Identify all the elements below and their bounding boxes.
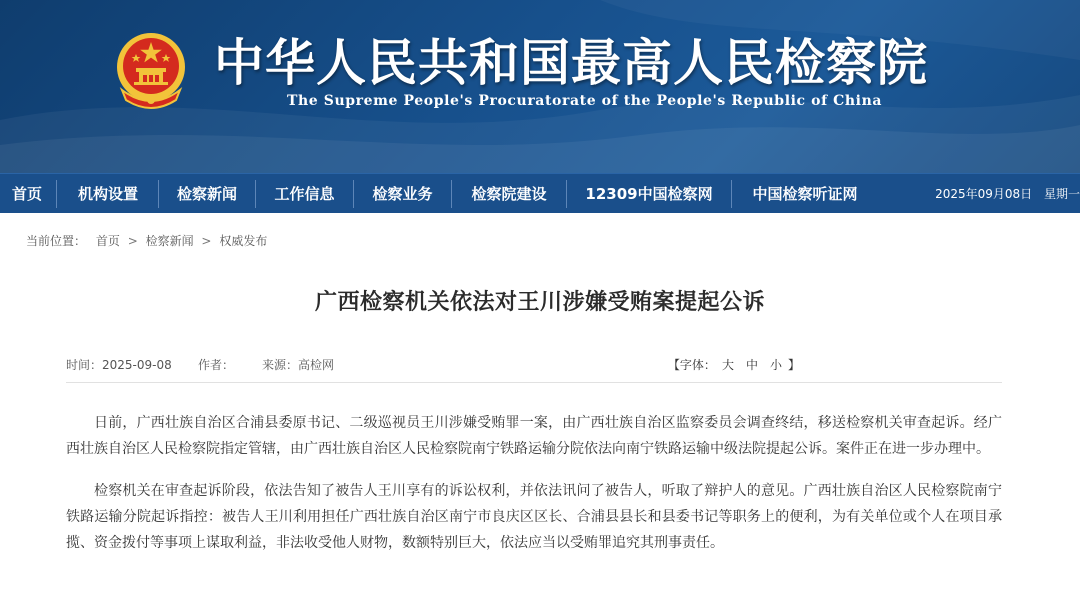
time-label: 时间： <box>66 358 103 372</box>
source-label: 来源： <box>262 358 299 372</box>
national-emblem-icon <box>112 30 190 110</box>
breadcrumb-item-news[interactable]: 检察新闻 <box>145 234 194 248</box>
nav-separator <box>56 180 57 208</box>
font-size-small-button[interactable]: 小 <box>769 358 782 372</box>
font-size-control <box>668 355 800 375</box>
article-meta <box>66 355 1002 375</box>
font-size-medium-button[interactable]: 中 <box>745 358 758 372</box>
site-title-en: The Supreme People's Procuratorate of the People's Republic of China <box>287 93 883 109</box>
article-paragraph: 日前，广西壮族自治区合浦县委原书记、二级巡视员王川涉嫌受贿罪一案，由广西壮族自治区监察委员会调查终结，移送检察机关审查起诉。经广西壮族自治区人民检察院指定管辖，由广西壮族自治区人民检察院南宁铁路运输分院依法向南宁铁路运输中级法院提起公诉。案件正在进一步办理中。 <box>66 415 1002 457</box>
article-source <box>262 355 334 375</box>
breadcrumb-separator: > <box>201 234 212 248</box>
nav-item-work-info[interactable]: 工作信息 <box>274 185 335 203</box>
article-author <box>198 355 234 375</box>
meta-divider <box>66 382 1002 383</box>
article-title: 广西检察机关依法对王川涉嫌受贿案提起公诉 <box>314 290 765 315</box>
current-weekday: 星期一 <box>1043 187 1080 201</box>
source-value: 高检网 <box>298 358 335 372</box>
author-label: 作者： <box>198 358 235 372</box>
nav-item-home[interactable]: 首页 <box>11 185 42 203</box>
nav-item-news[interactable]: 检察新闻 <box>176 185 237 203</box>
site-title-cn: 中华人民共和国最高人民检察院 <box>214 33 928 92</box>
font-size-label: 【字体： <box>667 358 716 372</box>
main-nav <box>0 173 1080 213</box>
site-header <box>0 0 1080 173</box>
nav-item-construction[interactable]: 检察院建设 <box>471 185 547 203</box>
nav-item-business[interactable]: 检察业务 <box>372 185 433 203</box>
font-size-close: 】 <box>787 358 800 372</box>
breadcrumb-item-release[interactable]: 权威发布 <box>219 234 268 248</box>
breadcrumb <box>26 231 267 251</box>
nav-item-hearing[interactable]: 中国检察听证网 <box>752 185 858 203</box>
time-value: 2025-09-08 <box>102 358 172 372</box>
breadcrumb-separator: > <box>127 234 138 248</box>
article-paragraph: 检察机关在审查起诉阶段，依法告知了被告人王川享有的诉讼权利，并依法讯问了被告人，听取了辩护人的意见。广西壮族自治区人民检察院南宁铁路运输分院起诉指控：被告人王川利用担任广西壮族自治区南宁市良庆区区长、合浦县县长和县委书记等职务上的便利，为有关单位或个人在项目承揽、资金拨付等事项上谋取利益，非法收受他人财物，数额特别巨大，依法应当以受贿罪追究其刑事责任。 <box>66 483 1002 551</box>
breadcrumb-prefix: 当前位置： <box>26 234 87 248</box>
current-date: 2025年09月08日 <box>935 187 1033 201</box>
font-size-large-button[interactable]: 大 <box>721 358 734 372</box>
nav-item-12309[interactable]: 12309中国检察网 <box>585 185 713 203</box>
article-time <box>66 355 172 375</box>
nav-date <box>920 174 1080 214</box>
article-content <box>66 410 1002 572</box>
breadcrumb-item-home[interactable]: 首页 <box>95 234 120 248</box>
nav-item-organization[interactable]: 机构设置 <box>77 185 138 203</box>
